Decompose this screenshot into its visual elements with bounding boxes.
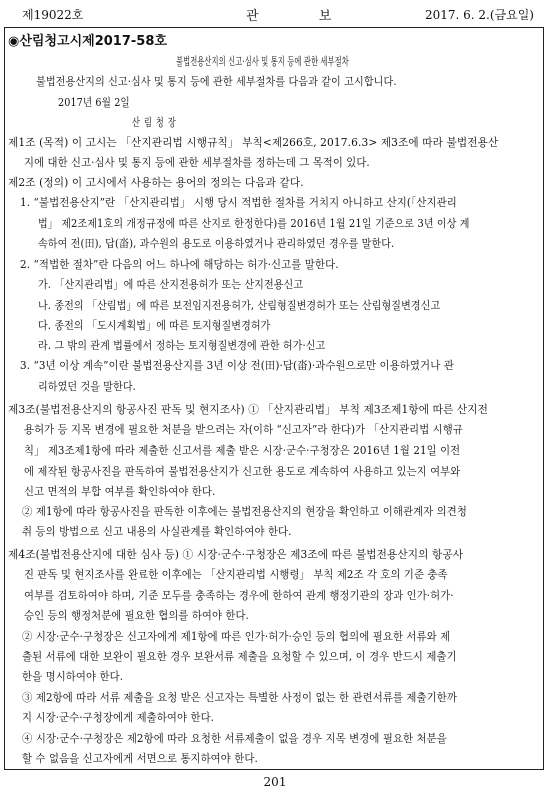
article-line: ④ 시장·군수·구청장은 제2항에 따라 요청한 서류제출이 없을 경우 지목 변경에 필요한 처분을 bbox=[22, 732, 447, 745]
article-line: 리하였던 것을 말한다. bbox=[38, 380, 136, 393]
article-line: 1. “불법전용산지”란 「산지관리법」 시행 당시 적법한 절차를 거치지 아니하고 산지(「산지관리 bbox=[20, 196, 457, 209]
page-number: 201 bbox=[263, 775, 287, 789]
article-line: 용허가 등 지목 변경에 필요한 처분을 받으려는 자(이하 “신고자”라 한다)가 「산지관리법 시행규 bbox=[24, 423, 463, 436]
article-line: 제3조(불법전용산지의 항공사진 판독 및 현지조사) ① 「산지관리법」 부칙 제3조제1항에 따른 산지전 bbox=[8, 403, 488, 416]
article-line: ② 제1항에 따라 항공사진을 판독한 이후에는 불법전용산지의 현장을 확인하고 이해관계자 의견청 bbox=[22, 505, 467, 518]
article-line: 제4조(불법전용산지에 대한 심사 등) ① 시장·군수·구청장은 제3조에 따른 불법전용산지의 항공사 bbox=[8, 548, 464, 561]
article-line: 2. “적법한 절차”란 다음의 어느 하나에 해당하는 허가·신고를 말한다. bbox=[20, 258, 339, 271]
article-line: 지 시장·군수·구청장에게 제출하여야 한다. bbox=[22, 711, 215, 724]
article-line: 한을 명시하여야 한다. bbox=[22, 670, 124, 683]
article-line: 칙」 제3조제1항에 따라 제출한 신고서를 제출 받은 시장·군수·구청장은 2016년 1월 21일 이전 bbox=[24, 444, 461, 457]
article-line: 가. 「산지관리법」에 따른 산지전용허가 또는 산지전용신고 bbox=[38, 278, 304, 291]
article-line: 3. “3년 이상 계속”이란 불법전용산지를 3년 이상 전(田)·답(畓)·과수원으로만 이용하였거나 관 bbox=[20, 359, 454, 372]
issuer: 산 림 청 장 bbox=[132, 116, 177, 129]
notice-title: ◉산림청고시제2017-58호 bbox=[8, 34, 167, 49]
article-line: 나. 종전의 「산림법」에 따른 보전임지전용허가, 산림형질변경허가 또는 산림형질변경신고 bbox=[38, 299, 441, 312]
issue-date: 2017. 6. 2.(금요일) bbox=[424, 8, 534, 22]
issue-number: 제19022호 bbox=[22, 8, 84, 22]
article-line: 승인 등의 행정처분에 필요한 협의를 하여야 한다. bbox=[24, 609, 249, 622]
intro-sentence: 불법전용산지의 신고·심사 및 통지 등에 관한 세부절차를 다음과 같이 고시합니다. bbox=[36, 75, 397, 88]
article-line: 제2조 (정의) 이 고시에서 사용하는 용어의 정의는 다음과 같다. bbox=[8, 176, 304, 189]
article-line: ② 시장·군수·구청장은 신고자에게 제1항에 따른 인가·허가·승인 등의 협의에 필요한 서류와 제 bbox=[22, 630, 451, 643]
article-line: 속하여 전(田), 답(畓), 과수원의 용도로 이용하였거나 관리하였던 경우를 말한다. bbox=[38, 237, 395, 250]
document-subject: 불법전용산지의 신고·심사 및 통지 등에 관한 세부절차 bbox=[176, 55, 349, 68]
article-line: 에 제작된 항공사진을 판독하여 불법전용산지가 신고한 용도로 계속하여 사용하고 있는지 여부와 bbox=[24, 465, 461, 478]
article-line: 출된 서류에 대한 보완이 필요한 경우 보완서류 제출을 요청할 수 있으며, 이 경우 반드시 제출기 bbox=[22, 650, 457, 663]
article-line: ③ 제2항에 따라 서류 제출을 요청 받은 신고자는 특별한 사정이 없는 한 관련서류를 제출기한까 bbox=[22, 691, 457, 704]
article-line: 여부를 검토하여야 하며, 기준 모두를 충족하는 경우에 한하여 관계 행정기관의 장과 인가·허가· bbox=[24, 589, 454, 602]
article-line: 법」 제2조제1호의 개정규정에 따른 산지로 한정한다)를 2016년 1월 21일 기준으로 3년 이상 계 bbox=[38, 217, 470, 230]
article-line: 라. 그 밖의 관계 법률에서 정하는 토지형질변경에 관한 허가·신고 bbox=[38, 339, 326, 352]
article-line: 할 수 없음을 신고자에게 서면으로 통지하여야 한다. bbox=[22, 752, 258, 765]
gazette-header bbox=[0, 0, 550, 26]
article-line: 제1조 (목적) 이 고시는 「산지관리법 시행규칙」 부칙<제266호, 2017.6.3> 제3조에 따라 불법전용산 bbox=[8, 136, 499, 149]
notice-date: 2017년 6월 2일 bbox=[58, 96, 130, 109]
article-line: 지에 대한 신고·심사 및 통지 등에 관한 세부절차를 정하는데 그 목적이 있다. bbox=[24, 156, 370, 169]
article-line: 진 판독 및 현지조사를 완료한 이후에는 「산지관리법 시행령」 부칙 제2조 각 호의 기준 충족 bbox=[24, 568, 448, 581]
gazette-name: 관 보 bbox=[246, 9, 360, 24]
article-line: 다. 종전의 「도시계획법」에 따른 토지형질변경허가 bbox=[38, 319, 271, 332]
article-line: 취 등의 방법으로 신고 내용의 사실관계를 확인하여야 한다. bbox=[22, 525, 292, 538]
article-line: 신고 면적의 부합 여부를 확인하여야 한다. bbox=[24, 485, 216, 498]
